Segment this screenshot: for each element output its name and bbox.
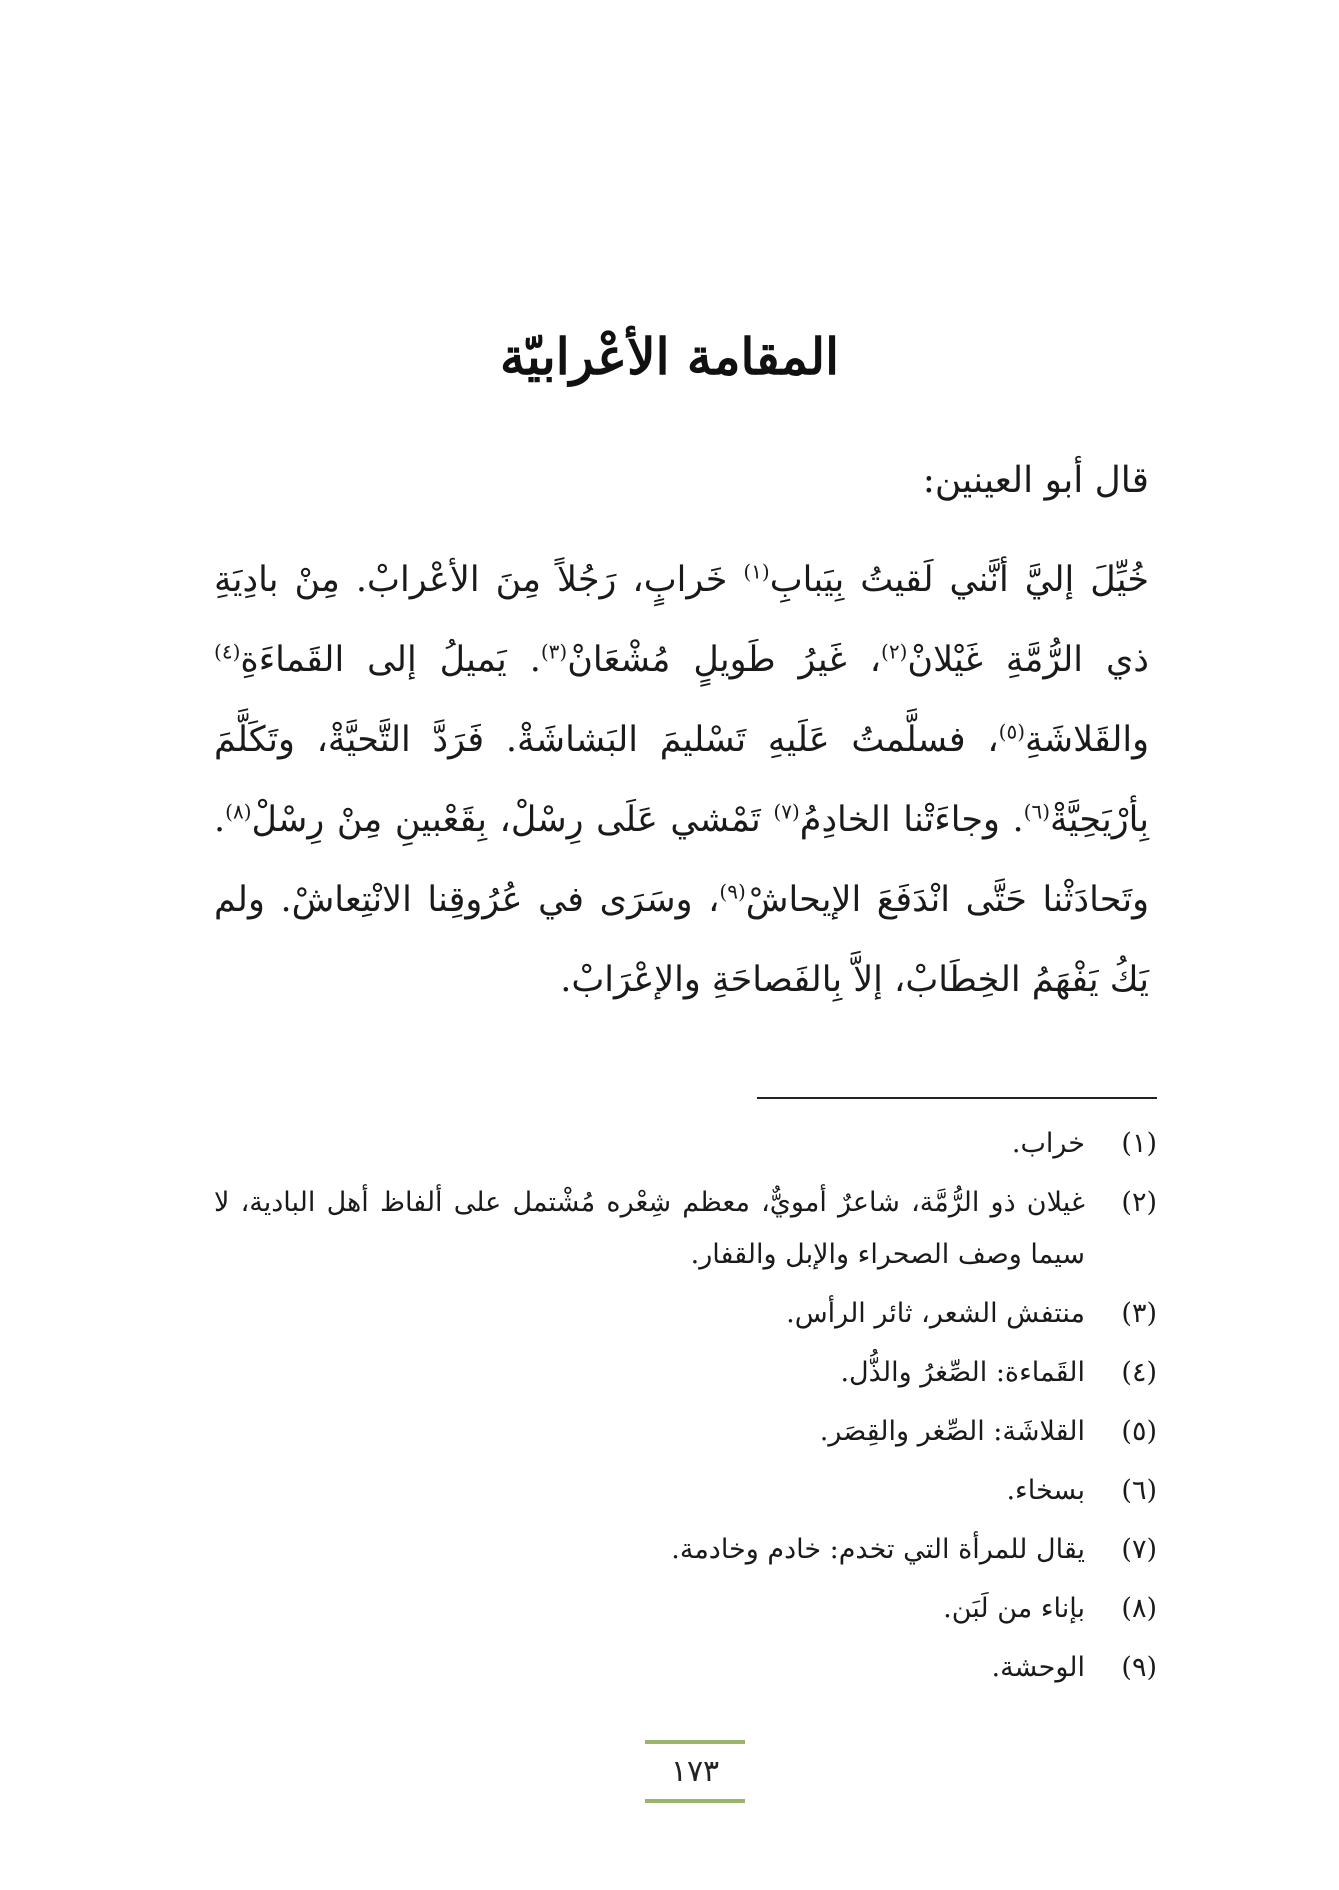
paragraph-text-run: تَمْشي عَلَى رِسْلْ، بِقَعْبينِ مِنْ رِسْلْ [251, 800, 774, 840]
footnote-text: بسخاء. [1006, 1475, 1085, 1506]
footnote-reference[interactable]: (٦) [1023, 799, 1051, 824]
paragraph-text-run: . يَميلُ إلى القَماءَةِ [240, 640, 541, 680]
footnote-item [214, 1465, 1157, 1517]
footnote-text: منتفش الشعر، ثائر الرأس. [786, 1298, 1085, 1329]
footnote-number: (٧) [1121, 1534, 1157, 1565]
footnote-item [214, 1583, 1157, 1635]
footnote-separator [757, 1097, 1157, 1099]
footnote-reference[interactable]: (٥) [998, 719, 1026, 744]
footnote-reference[interactable]: (٩) [719, 879, 746, 904]
paragraph-text-run: خُيِّلَ إليَّ أنَّني لَقيتُ بِيَبابِ [769, 560, 1149, 600]
footnote-number: (٩) [1121, 1652, 1157, 1683]
footnote-reference[interactable]: (٨) [225, 799, 252, 824]
footnote-reference[interactable]: (٤) [214, 639, 241, 664]
footnote-text: القلاشَة: الصِّغر والقِصَر. [819, 1416, 1085, 1447]
footnote-item [214, 1524, 1157, 1576]
footnote-item [214, 1642, 1157, 1694]
footnote-number: (٥) [1121, 1416, 1157, 1447]
footnote-number: (٨) [1121, 1593, 1157, 1624]
footnote-number: (٦) [1121, 1475, 1157, 1506]
footnote-text: خراب. [1011, 1128, 1085, 1159]
paragraph-text-run: ، وسَرَى في عُرُوقِنا الانْتِعاشْ. ولم يَكُ يَفْهَمُ الخِطَابْ، إلاَّ بِالفَصاحَةِ والإعْرَابْ. [214, 880, 1149, 1000]
footnote-item [214, 1288, 1157, 1340]
paragraph-text-run: ، فسلَّمتُ عَلَيهِ تَسْليمَ البَشاشَةْ. فَرَدَّ التَّحيَّةْ، وتَكَلَّمَ بِأرْيَحِيَّةْ [214, 720, 1150, 840]
footnote-number: (٤) [1121, 1357, 1157, 1388]
footnote-item [214, 1118, 1157, 1170]
footnote-text: يقال للمرأة التي تخدم: خادم وخادمة. [671, 1534, 1085, 1565]
footnote-number: (١) [1121, 1128, 1157, 1159]
footnote-text: غيلان ذو الرُّمَّة، شاعرٌ أمويٌّ، معظم شِعْره مُشْتمل على ألفاظ أهل البادية، لا سيما وصف الصحراء والإبل والقفار. [214, 1187, 1085, 1270]
footnote-reference[interactable]: (٧) [773, 799, 800, 824]
footnote-text: الوحشة. [991, 1652, 1085, 1683]
paragraph-text-run: والقَلاشَةِ [1025, 720, 1149, 760]
footnote-reference[interactable]: (٢) [881, 639, 908, 664]
footnote-number: (٢) [1121, 1187, 1157, 1218]
footnotes-list [214, 1118, 1157, 1701]
footnote-item [214, 1406, 1157, 1458]
footnote-text: بإناء من لَبَن. [943, 1593, 1085, 1624]
footnote-number: (٣) [1121, 1298, 1157, 1329]
footnote-text: القَماءة: الصِّغرُ والذُّل. [840, 1357, 1085, 1388]
paragraph-text-run: ، غَيرُ طَويلٍ مُشْعَانْ [567, 640, 882, 680]
narrator-intro: قال أبو العينين: [922, 460, 1149, 501]
footnote-reference[interactable]: (١) [743, 559, 770, 584]
chapter-title: المقامة الأعْرابيّة [499, 326, 840, 386]
footnote-item [214, 1177, 1157, 1281]
page-number: ١٧٣ [645, 1740, 745, 1803]
paragraph-text-run: . وجاءَتْنا الخادِمُ [799, 800, 1024, 840]
paragraph-text-run: . وتَحادَثْنا حَتَّى انْدَفَعَ الإيحاشْ [214, 800, 1149, 920]
footnote-item [214, 1347, 1157, 1399]
paragraph-text-run: خَرابٍ، رَجُلاً مِنَ الأعْرابْ. مِنْ بادِيَةِ ذي الرُّمَّةِ غَيْلانْ [214, 560, 1149, 680]
main-paragraph [214, 540, 1149, 1020]
footnote-reference[interactable]: (٣) [540, 639, 568, 664]
